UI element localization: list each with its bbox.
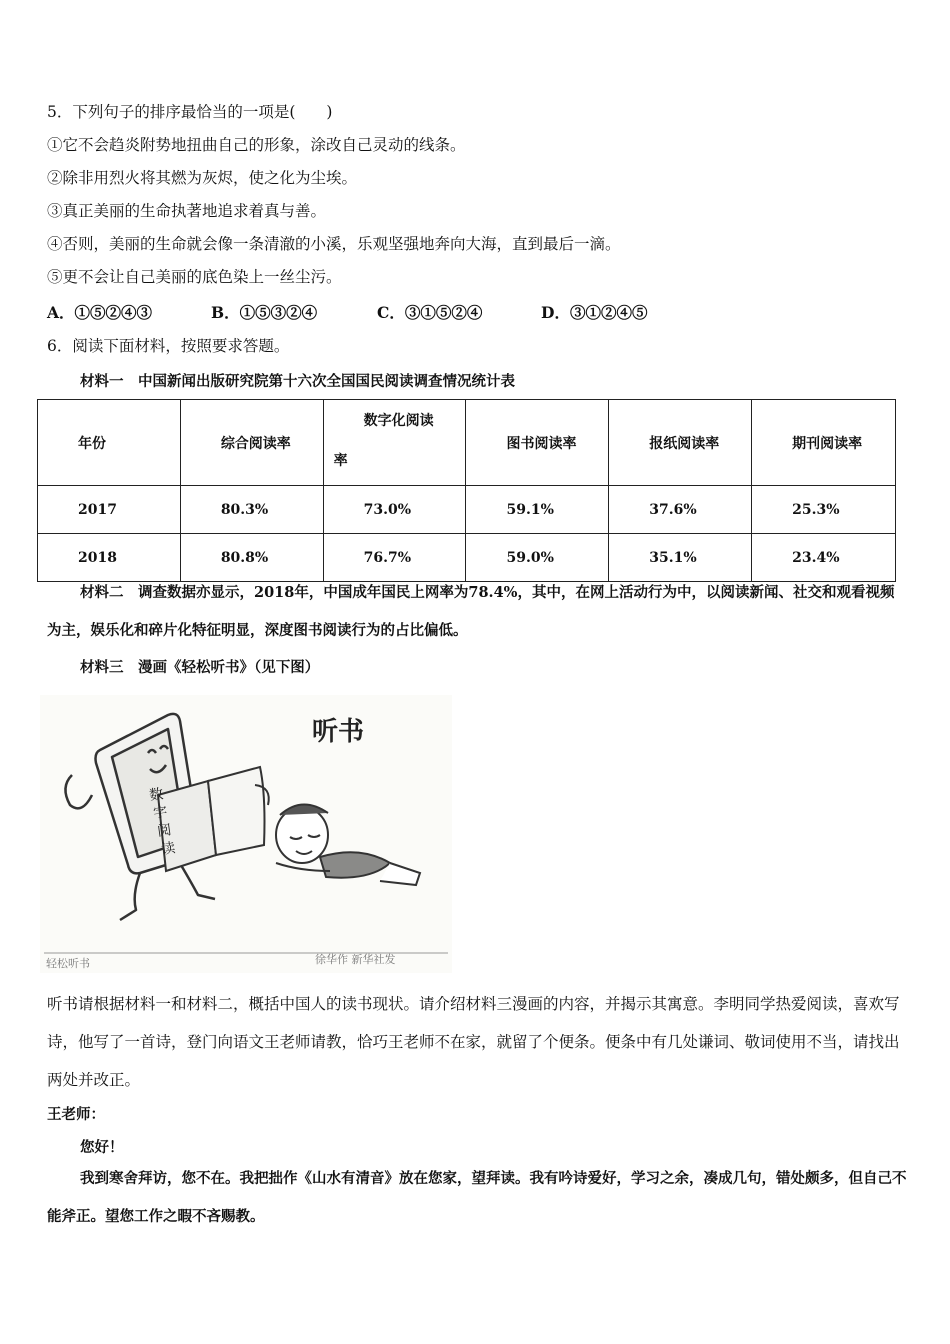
cell: 80.3% <box>180 486 323 534</box>
cell: 35.1% <box>609 534 752 582</box>
note-salutation: 王老师： <box>47 1106 105 1123</box>
q5-item-5: ⑤更不会让自己美丽的底色染上一丝尘污。 <box>47 268 342 286</box>
q5-item-4: ④否则，美丽的生命就会像一条清澈的小溪，乐观坚强地奔向大海，直到最后一滴。 <box>47 235 621 253</box>
reading-stats-table <box>37 399 896 582</box>
q5-stem: 5．下列句子的排序最恰当的一项是( ) <box>47 103 333 121</box>
option-c[interactable]: C．③①⑤②④ <box>377 303 483 322</box>
note-body: 我到寒舍拜访，您不在。我把拙作《山水有清音》放在您家，望拜读。我有吟诗爱好，学习之余，凑成几句，错处颇多，但自己不能斧正。望您工作之暇不吝赐教。 <box>47 1170 907 1225</box>
book-text-2: 字 <box>152 804 169 822</box>
header-overall: 综合阅读率 <box>180 400 323 486</box>
q6-question: 听书请根据材料一和材料二，概括中国人的读书现状。请介绍材料三漫画的内容，并揭示其寓意。李明同学热爱阅读，喜欢写诗，他写了一首诗，登门向语文王老师请教，恰巧王老师不在家，就留了个便条。便条中有几处谦词、敬词使用不当，请找出两处并改正。 <box>47 995 900 1089</box>
note-greeting: 您好！ <box>80 1139 124 1156</box>
cell: 23.4% <box>752 534 896 582</box>
material1-title: 材料一 中国新闻出版研究院第十六次全国国民阅读调查情况统计表 <box>80 373 515 390</box>
cartoon-caption-right: 徐华作 新华社发 <box>315 953 396 966</box>
header-digital <box>323 400 466 486</box>
q5-item-3: ③真正美丽的生命执著地追求着真与善。 <box>47 202 327 220</box>
cell: 37.6% <box>609 486 752 534</box>
table-row <box>38 486 896 534</box>
cell: 25.3% <box>752 486 896 534</box>
option-a[interactable]: A．①⑤②④③ <box>47 303 153 322</box>
cell: 76.7% <box>323 534 466 582</box>
q6-stem: 6．阅读下面材料，按照要求答题。 <box>47 337 290 355</box>
cell: 2018 <box>38 534 181 582</box>
cell: 2017 <box>38 486 181 534</box>
option-d[interactable]: D．③①②④⑤ <box>541 303 648 322</box>
header-year: 年份 <box>38 400 181 486</box>
cell: 73.0% <box>323 486 466 534</box>
book-text-3: 阅 <box>156 822 173 840</box>
option-b[interactable]: B．①⑤③②④ <box>211 303 318 322</box>
header-newspaper: 报纸阅读率 <box>609 400 752 486</box>
cartoon-caption-left: 轻松听书 <box>46 957 90 970</box>
book-text-1: 数 <box>148 786 165 804</box>
table-header-row <box>38 400 896 486</box>
book-text-4: 读 <box>160 840 177 858</box>
q5-item-2: ②除非用烈火将其燃为灰烬，使之化为尘埃。 <box>47 169 358 187</box>
header-book: 图书阅读率 <box>466 400 609 486</box>
material3-title: 材料三 漫画《轻松听书》（见下图） <box>80 659 320 676</box>
header-digital-line1: 数字化阅读 <box>363 413 434 429</box>
header-digital-line2: 率 <box>333 453 348 469</box>
cartoon-image <box>40 695 452 973</box>
q5-item-1: ①它不会趋炎附势地扭曲自己的形象，涂改自己灵动的线条。 <box>47 136 466 154</box>
cell: 80.8% <box>180 534 323 582</box>
material2-text: 材料二 调查数据亦显示，2018年，中国成年国民上网率为78.4%，其中，在网上活动行为中，以阅读新闻、社交和观看视频为主，娱乐化和碎片化特征明显，深度图书阅读行为的占比偏低。 <box>47 584 895 639</box>
header-periodical: 期刊阅读率 <box>752 400 896 486</box>
cell: 59.0% <box>466 534 609 582</box>
cell: 59.1% <box>466 486 609 534</box>
cartoon-title: 听书 <box>312 717 365 747</box>
